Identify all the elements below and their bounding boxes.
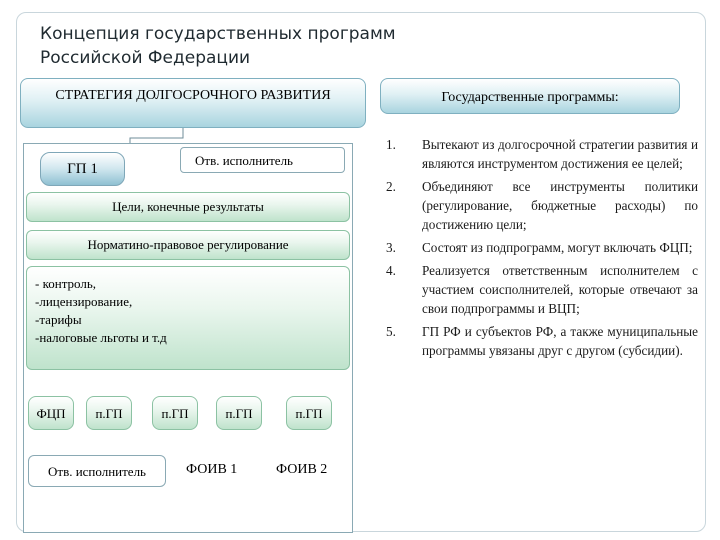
list-text: Объединяют все инструменты политики (регулирование, бюджетные расходы) по достижению цели; — [422, 179, 698, 232]
list-text: Состоят из подпрограмм, могут включать ФЦП; — [422, 240, 693, 255]
strategy-box: СТРАТЕГИЯ ДОЛГОСРОЧНОГО РАЗВИТИЯ — [20, 78, 366, 128]
foiv-2-label: ФОИВ 2 — [276, 462, 328, 477]
control-item: -налоговые льготы и т.д — [35, 330, 167, 345]
list-item — [380, 261, 698, 318]
programs-header-box: Государственные программы: — [380, 78, 680, 114]
subprogram-pgp: п.ГП — [152, 396, 198, 430]
title-line-2: Российской Федерации — [40, 48, 251, 68]
list-number: 2. — [386, 179, 396, 194]
control-item: -тарифы — [35, 312, 82, 327]
list-number: 4. — [386, 263, 396, 278]
list-item — [380, 238, 698, 257]
list-item — [380, 322, 698, 360]
control-item: -лицензирование, — [35, 294, 133, 309]
programs-list — [380, 135, 698, 360]
list-item — [380, 177, 698, 234]
list-number: 3. — [386, 240, 396, 255]
list-number: 1. — [386, 137, 396, 152]
subprogram-pgp: п.ГП — [286, 396, 332, 430]
list-text: ГП РФ и субъектов РФ, а также муниципальные программы увязаны друг с другом (субсидии). — [422, 324, 698, 358]
list-item — [380, 135, 698, 173]
regulation-box: Норматино-правовое регулирование — [26, 230, 350, 260]
subprogram-pgp: п.ГП — [86, 396, 132, 430]
gp1-box: ГП 1 — [40, 152, 125, 186]
subprogram-fcp: ФЦП — [28, 396, 74, 430]
goals-box: Цели, конечные результаты — [26, 192, 350, 222]
control-box — [26, 266, 350, 370]
subprogram-pgp: п.ГП — [216, 396, 262, 430]
foiv-1-label: ФОИВ 1 — [186, 462, 238, 477]
control-item: - контроль, — [35, 276, 97, 291]
list-text: Вытекают из долгосрочной стратегии развития и являются инструментом достижения ее целей; — [422, 137, 698, 171]
responsible-executor-box: Отв. исполнитель — [180, 147, 345, 173]
title-line-1: Концепция государственных программ — [40, 24, 396, 44]
bottom-responsible-box: Отв. исполнитель — [28, 455, 166, 487]
list-number: 5. — [386, 324, 396, 339]
list-text: Реализуется ответственным исполнителем с участием соисполнителей, которые отвечают за свои подпрограммы и ВЦП; — [422, 263, 698, 316]
